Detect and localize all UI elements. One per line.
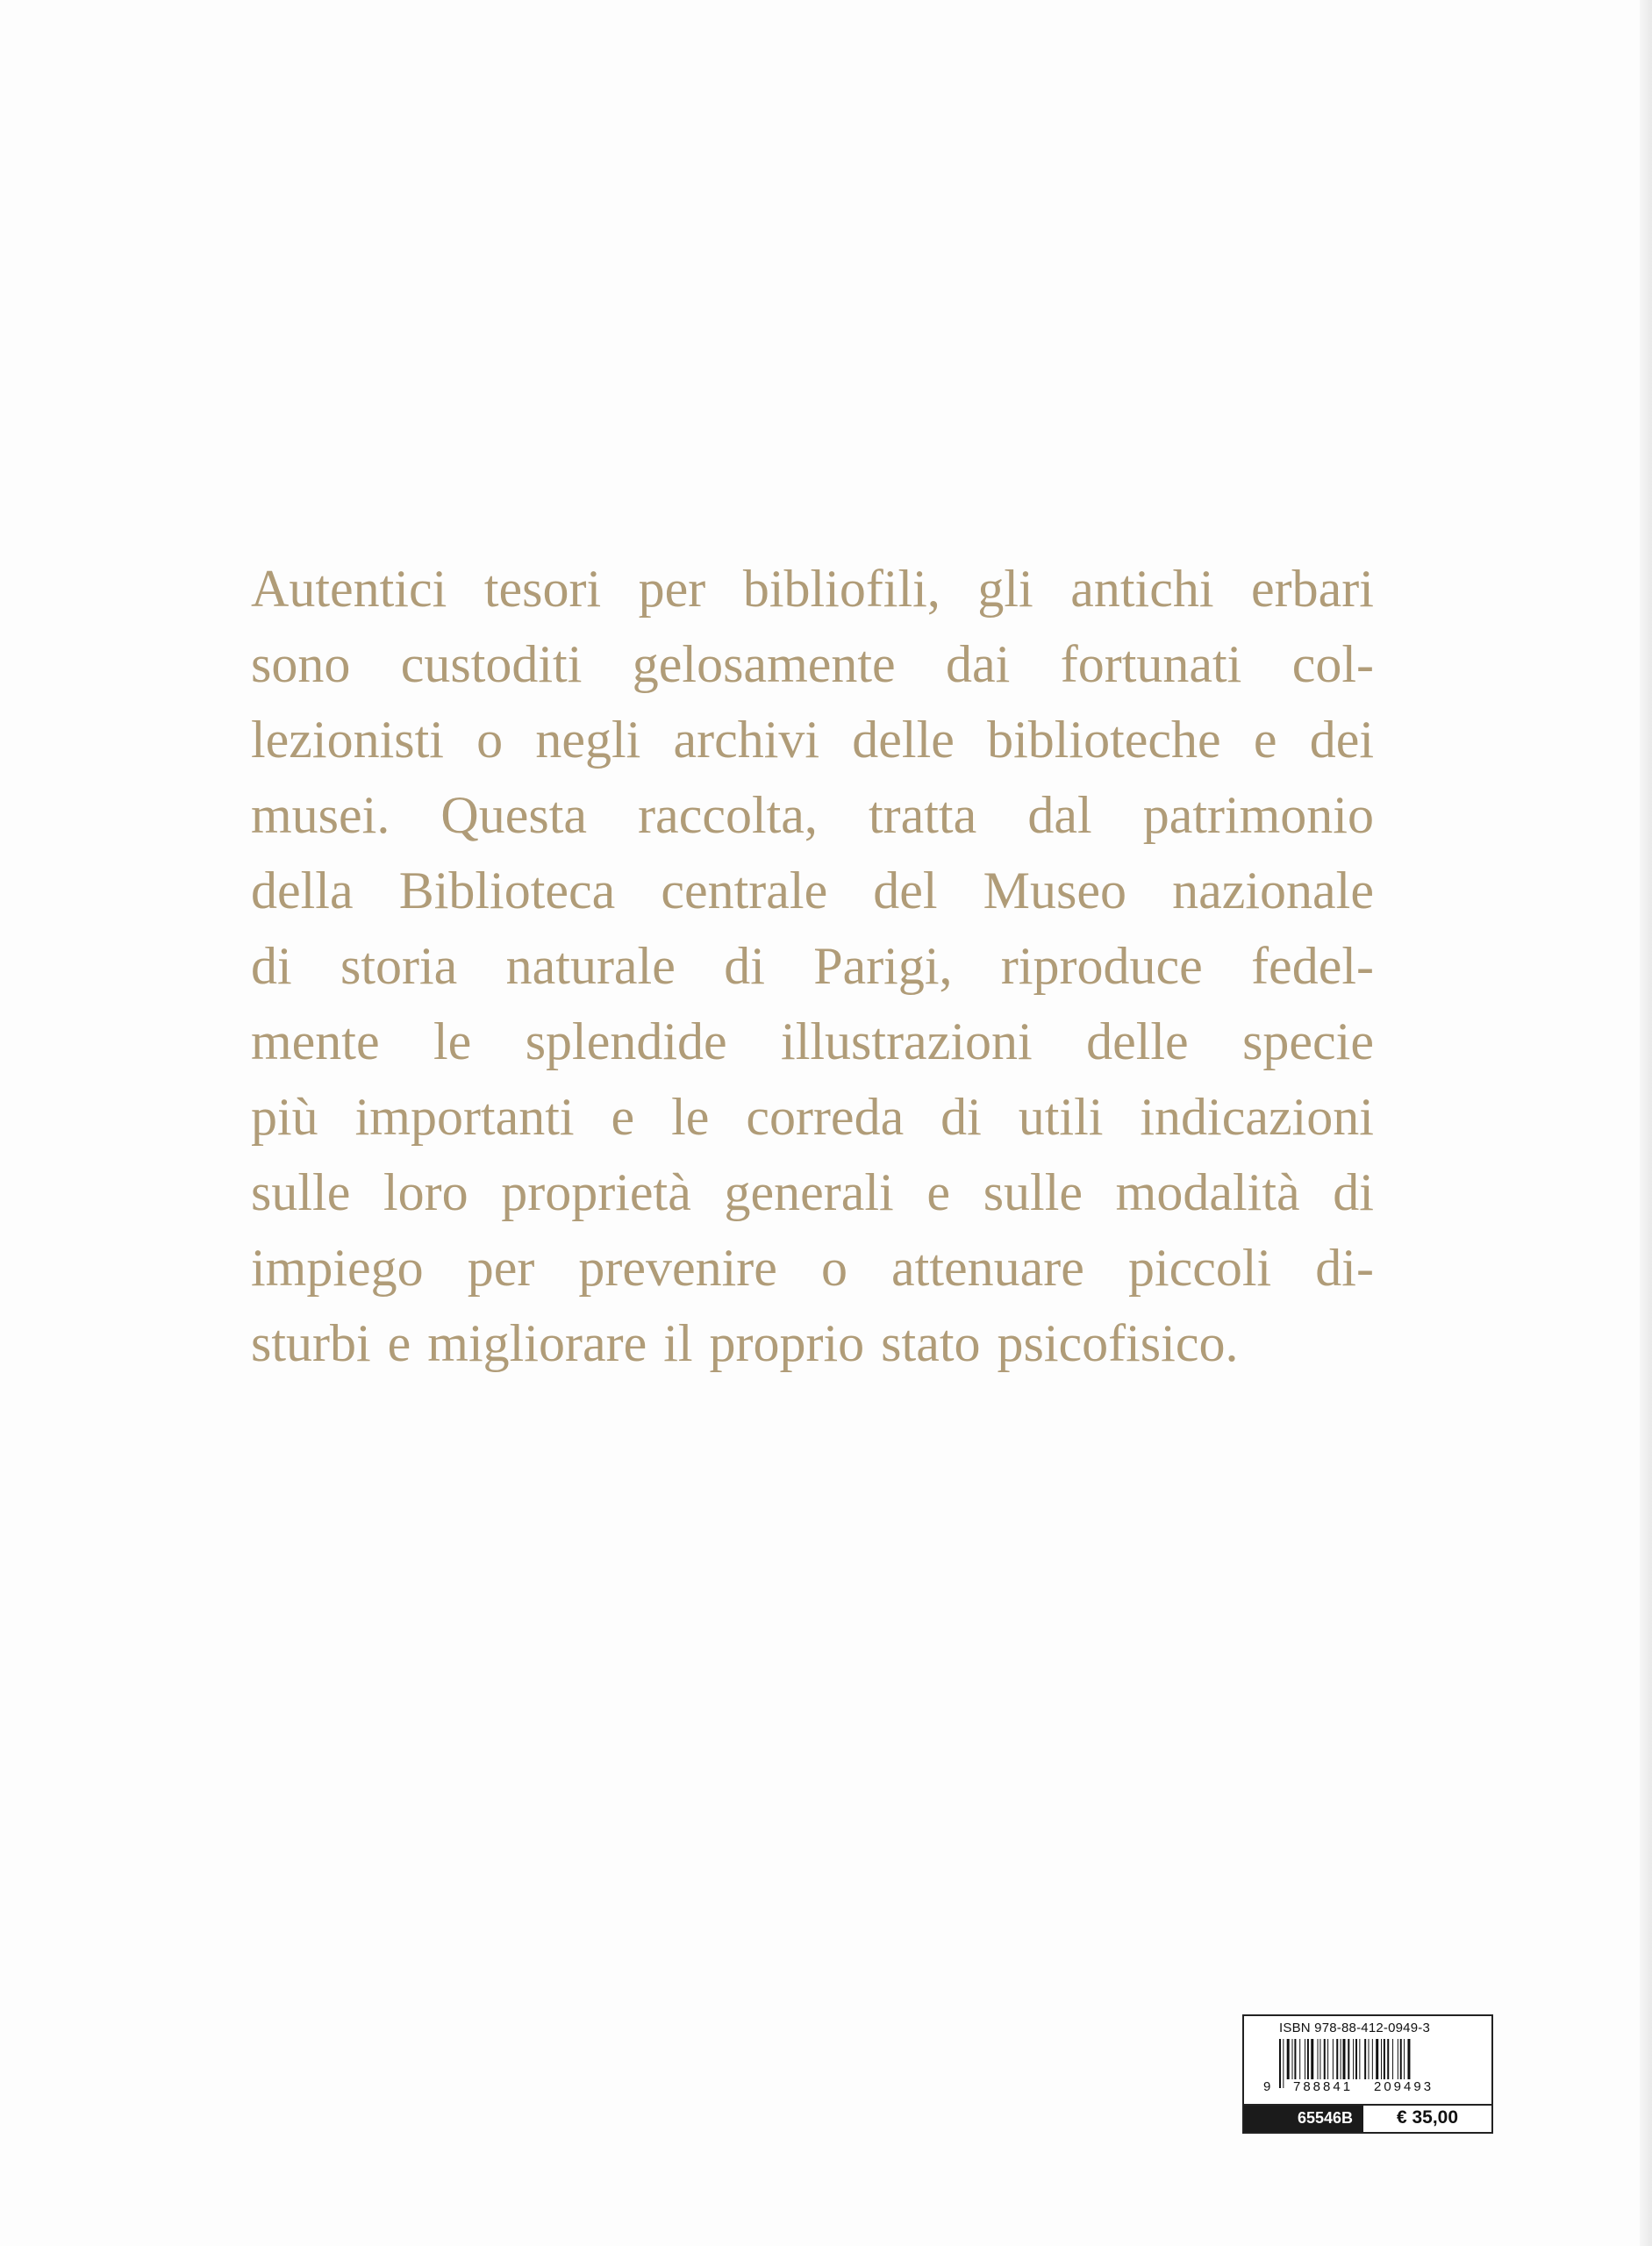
blurb-word: Questa [440, 786, 588, 844]
blurb-word: dei [1309, 711, 1374, 769]
blurb-word: gli [977, 560, 1033, 618]
blurb-word: raccolta, [638, 786, 818, 844]
blurb-word: lezionisti [251, 711, 444, 769]
blurb-word: storia [340, 937, 458, 995]
blurb-word: custoditi [400, 635, 583, 693]
blurb-word: generali [724, 1163, 894, 1221]
blurb-word: dai [946, 635, 1011, 693]
blurb-line [251, 1230, 1374, 1305]
blurb-word: o [820, 1239, 847, 1297]
blurb-word: proprietà [501, 1163, 691, 1221]
blurb-word: Parigi, [813, 937, 953, 995]
blurb-word: col- [1291, 635, 1374, 693]
blurb-word: gelosamente [632, 635, 896, 693]
blurb-word: mente [251, 1012, 380, 1070]
blurb-line [251, 702, 1374, 777]
blurb-word: Biblioteca [398, 862, 616, 919]
blurb-word: erbari [1251, 560, 1374, 618]
blurb-word: piccoli [1127, 1239, 1272, 1297]
blurb-word: riproduce [1000, 937, 1203, 995]
blurb-word: Museo [983, 862, 1127, 919]
blurb-word: delle [852, 711, 955, 769]
blurb-line: sturbi e migliorare il proprio stato psicofisico. [251, 1314, 1239, 1372]
blurb-word: importanti [354, 1088, 575, 1146]
blurb-word: impiego [251, 1239, 424, 1297]
blurb-word: naturale [505, 937, 676, 995]
blurb-word: loro [383, 1163, 468, 1221]
blurb-word: fedel- [1251, 937, 1374, 995]
blurb-word: biblioteche [987, 711, 1221, 769]
blurb-word: bibliofili, [742, 560, 940, 618]
blurb-word: sulle [983, 1163, 1083, 1221]
blurb-word: splendide [525, 1012, 727, 1070]
blurb-word: centrale [661, 862, 828, 919]
blurb-line [251, 1155, 1374, 1230]
blurb-word: tesori [483, 560, 602, 618]
barcode-digit-first: 9 [1263, 2079, 1271, 2094]
isbn-barcode-block [1242, 2014, 1493, 2134]
blurb-line [251, 1004, 1374, 1079]
blurb-word: e [926, 1163, 951, 1221]
blurb-word: patrimonio [1142, 786, 1374, 844]
barcode-digits-right: 209493 [1374, 2079, 1434, 2094]
blurb-word: e [1253, 711, 1277, 769]
blurb-word: tratta [868, 786, 977, 844]
blurb-word: di [940, 1088, 982, 1146]
back-cover-blurb [251, 551, 1374, 1381]
blurb-word: le [671, 1088, 710, 1146]
blurb-word: sono [251, 635, 351, 693]
blurb-word: illustrazioni [781, 1012, 1033, 1070]
blurb-word: correda [746, 1088, 905, 1146]
price-label: € 35,00 [1396, 2107, 1459, 2128]
blurb-word: musei. [251, 786, 390, 844]
barcode-digits-left: 788841 [1293, 2079, 1354, 2094]
blurb-word: di- [1315, 1239, 1374, 1297]
barcode-footer [1244, 2104, 1491, 2132]
blurb-word: negli [535, 711, 641, 769]
blurb-word: antichi [1070, 560, 1214, 618]
blurb-word: specie [1242, 1012, 1374, 1070]
blurb-word: prevenire [578, 1239, 777, 1297]
blurb-word: nazionale [1172, 862, 1374, 919]
blurb-word: utili [1018, 1088, 1104, 1146]
blurb-word: delle [1086, 1012, 1189, 1070]
blurb-line [251, 1079, 1374, 1155]
blurb-line [251, 853, 1374, 928]
blurb-word: dal [1027, 786, 1092, 844]
blurb-line [251, 777, 1374, 853]
blurb-word: e [611, 1088, 635, 1146]
blurb-word: sulle [251, 1163, 351, 1221]
blurb-word: modalità [1115, 1163, 1300, 1221]
blurb-word: le [433, 1012, 472, 1070]
blurb-line [251, 626, 1374, 702]
isbn-label: ISBN 978-88-412-0949-3 [1279, 2021, 1431, 2035]
blurb-word: per [638, 560, 706, 618]
blurb-word: di [1333, 1163, 1374, 1221]
blurb-word: Autentici [251, 560, 447, 618]
catalog-code: 65546B [1244, 2106, 1363, 2132]
blurb-line [251, 928, 1374, 1004]
page-edge-shadow [1640, 0, 1652, 2246]
blurb-word: più [251, 1088, 318, 1146]
blurb-word: indicazioni [1140, 1088, 1374, 1146]
blurb-line [251, 551, 1374, 626]
blurb-word: archivi [673, 711, 820, 769]
blurb-word: di [251, 937, 292, 995]
blurb-word: per [467, 1239, 535, 1297]
blurb-word: della [251, 862, 354, 919]
blurb-word: di [724, 937, 765, 995]
blurb-word: attenuare [891, 1239, 1084, 1297]
blurb-word: o [476, 711, 504, 769]
blurb-word: del [873, 862, 938, 919]
blurb-word: fortunati [1060, 635, 1242, 693]
